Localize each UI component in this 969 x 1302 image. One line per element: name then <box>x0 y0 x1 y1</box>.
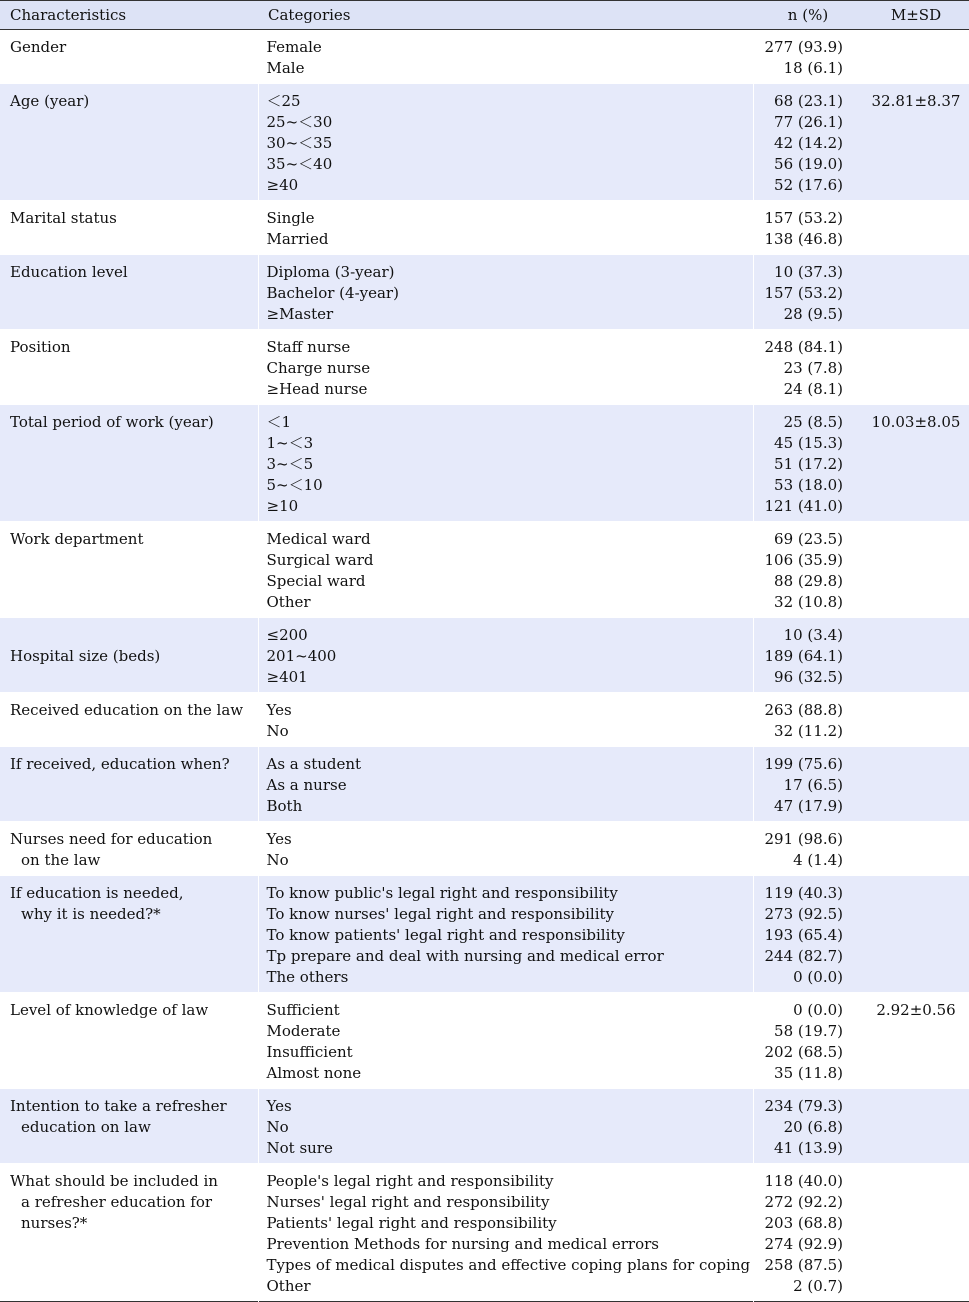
n-percent-value: 69 (23.5) <box>774 530 843 548</box>
n-percent-cell <box>753 201 863 255</box>
category-text: Medical ward <box>266 530 371 548</box>
n-percent-value: 234 (79.3) <box>764 1097 843 1115</box>
category-text: ≥10 <box>266 497 299 515</box>
categories-cell <box>258 330 753 405</box>
categories-cell <box>258 993 753 1089</box>
category-text: As a student <box>266 755 362 773</box>
n-percent-value: 56 (19.0) <box>774 155 843 173</box>
n-percent-value: 53 (18.0) <box>774 476 843 494</box>
n-percent-cell <box>753 993 863 1089</box>
characteristic-cell <box>0 330 258 405</box>
characteristic-text: Intention to take a refresher <box>10 1097 227 1115</box>
header-characteristics: Characteristics <box>0 1 258 30</box>
n-percent-value: 263 (88.8) <box>764 701 843 719</box>
categories-cell <box>258 618 753 693</box>
category-text: Yes <box>266 1097 292 1115</box>
m-sd-cell <box>863 876 969 993</box>
n-percent-value: 28 (9.5) <box>783 305 843 323</box>
category-text: ≥Master <box>266 305 334 323</box>
table-row <box>0 1164 969 1302</box>
characteristic-cell <box>0 522 258 618</box>
n-percent-value: 42 (14.2) <box>774 134 843 152</box>
n-percent-value: 23 (7.8) <box>783 359 843 377</box>
n-percent-value: 248 (84.1) <box>764 338 843 356</box>
n-percent-value: 277 (93.9) <box>764 38 843 56</box>
category-text: Yes <box>266 830 292 848</box>
n-percent-value: 45 (15.3) <box>774 434 843 452</box>
category-text: 5~＜10 <box>266 476 323 494</box>
category-text: People's legal right and responsibility <box>266 1172 554 1190</box>
n-percent-value: 32 (10.8) <box>774 593 843 611</box>
n-percent-value: 20 (6.8) <box>783 1118 843 1136</box>
characteristic-cell <box>0 693 258 747</box>
categories-cell <box>258 747 753 822</box>
n-percent-cell <box>753 876 863 993</box>
n-percent-cell <box>753 255 863 330</box>
category-text: No <box>266 722 289 740</box>
characteristic-cell <box>0 30 258 84</box>
category-text: Prevention Methods for nursing and medical errors <box>266 1235 659 1253</box>
n-percent-value: 203 (68.8) <box>764 1214 843 1232</box>
category-text: Bachelor (4-year) <box>266 284 399 302</box>
m-sd-cell <box>863 201 969 255</box>
category-text: Single <box>266 209 315 227</box>
category-text: As a nurse <box>266 776 347 794</box>
category-text: 25~＜30 <box>266 113 333 131</box>
n-percent-value: 272 (92.2) <box>764 1193 843 1211</box>
n-percent-cell <box>753 522 863 618</box>
categories-cell <box>258 876 753 993</box>
table-row <box>0 1089 969 1164</box>
n-percent-value: 106 (35.9) <box>764 551 843 569</box>
table-row <box>0 255 969 330</box>
table-row <box>0 84 969 201</box>
n-percent-value: 68 (23.1) <box>774 92 843 110</box>
category-text: To know patients' legal right and responsibility <box>266 926 625 944</box>
characteristic-cell <box>0 405 258 522</box>
n-percent-cell <box>753 330 863 405</box>
header-m-sd: M±SD <box>863 1 969 30</box>
n-percent-cell <box>753 30 863 84</box>
category-text: Almost none <box>266 1064 362 1082</box>
m-sd-cell <box>863 84 969 201</box>
m-sd-cell <box>863 330 969 405</box>
table-row <box>0 30 969 84</box>
m-sd-cell <box>863 255 969 330</box>
category-text: Surgical ward <box>266 551 374 569</box>
categories-cell <box>258 522 753 618</box>
n-percent-value: 0 (0.0) <box>793 968 843 986</box>
n-percent-value: 77 (26.1) <box>774 113 843 131</box>
categories-cell <box>258 30 753 84</box>
category-text: The others <box>266 968 349 986</box>
n-percent-value: 274 (92.9) <box>764 1235 843 1253</box>
characteristic-text: Total period of work (year) <box>10 413 214 431</box>
m-sd-cell <box>863 1089 969 1164</box>
characteristic-cell <box>0 84 258 201</box>
category-text: Nurses' legal right and responsibility <box>266 1193 550 1211</box>
category-text: Special ward <box>266 572 366 590</box>
characteristic-text: a refresher education for <box>21 1193 213 1211</box>
category-text: Married <box>266 230 329 248</box>
category-text: 3~＜5 <box>266 455 314 473</box>
characteristic-cell <box>0 876 258 993</box>
category-text: Charge nurse <box>266 359 371 377</box>
category-text: Other <box>266 1277 311 1295</box>
characteristic-text: Received education on the law <box>10 701 244 719</box>
table-row <box>0 522 969 618</box>
table-row <box>0 201 969 255</box>
category-text: 30~＜35 <box>266 134 333 152</box>
n-percent-value: 88 (29.8) <box>774 572 843 590</box>
n-percent-value: 138 (46.8) <box>764 230 843 248</box>
n-percent-value: 10 (37.3) <box>774 263 843 281</box>
m-sd-value: 10.03±8.05 <box>871 413 961 431</box>
characteristic-text: Marital status <box>10 209 117 227</box>
n-percent-value: 18 (6.1) <box>783 59 843 77</box>
categories-cell <box>258 822 753 876</box>
n-percent-value: 157 (53.2) <box>764 284 843 302</box>
characteristic-text: Position <box>10 338 71 356</box>
category-text: No <box>266 851 289 869</box>
category-text: Tp prepare and deal with nursing and medical error <box>266 947 664 965</box>
category-text: ＜1 <box>266 413 292 431</box>
n-percent-value: 41 (13.9) <box>774 1139 843 1157</box>
n-percent-value: 32 (11.2) <box>774 722 843 740</box>
n-percent-cell <box>753 618 863 693</box>
category-text: Not sure <box>266 1139 333 1157</box>
table-row <box>0 747 969 822</box>
categories-cell <box>258 1164 753 1302</box>
characteristic-text: on the law <box>21 851 101 869</box>
categories-cell <box>258 201 753 255</box>
category-text: No <box>266 1118 289 1136</box>
characteristic-text: nurses?* <box>21 1214 88 1232</box>
category-text: Both <box>266 797 303 815</box>
n-percent-value: 157 (53.2) <box>764 209 843 227</box>
n-percent-value: 24 (8.1) <box>783 380 843 398</box>
n-percent-value: 10 (3.4) <box>783 626 843 644</box>
categories-cell <box>258 255 753 330</box>
category-text: Patients' legal right and responsibility <box>266 1214 557 1232</box>
characteristic-cell <box>0 618 258 693</box>
m-sd-cell <box>863 618 969 693</box>
m-sd-cell <box>863 993 969 1089</box>
n-percent-value: 118 (40.0) <box>764 1172 843 1190</box>
category-text: Moderate <box>266 1022 341 1040</box>
n-percent-value: 121 (41.0) <box>764 497 843 515</box>
n-percent-value: 96 (32.5) <box>774 668 843 686</box>
category-text: Sufficient <box>266 1001 340 1019</box>
characteristic-text: What should be included in <box>10 1172 218 1190</box>
characteristic-text: education on law <box>21 1118 151 1136</box>
n-percent-value: 52 (17.6) <box>774 176 843 194</box>
m-sd-value: 32.81±8.37 <box>871 92 961 110</box>
category-text: ≤200 <box>266 626 308 644</box>
categories-cell <box>258 1089 753 1164</box>
characteristic-text: why it is needed?* <box>21 905 161 923</box>
categories-cell <box>258 84 753 201</box>
n-percent-value: 58 (19.7) <box>774 1022 843 1040</box>
m-sd-cell <box>863 747 969 822</box>
characteristic-cell <box>0 993 258 1089</box>
n-percent-cell <box>753 1164 863 1302</box>
category-text: To know public's legal right and responsibility <box>266 884 618 902</box>
characteristic-text: Work department <box>10 530 144 548</box>
category-text: Insufficient <box>266 1043 353 1061</box>
characteristic-cell <box>0 1089 258 1164</box>
characteristic-cell <box>0 201 258 255</box>
n-percent-value: 47 (17.9) <box>774 797 843 815</box>
table-row <box>0 330 969 405</box>
n-percent-value: 25 (8.5) <box>783 413 843 431</box>
characteristic-text: Age (year) <box>10 92 90 110</box>
characteristic-text: If education is needed, <box>10 884 184 902</box>
category-text: Yes <box>266 701 292 719</box>
categories-cell <box>258 693 753 747</box>
table-row <box>0 693 969 747</box>
n-percent-value: 199 (75.6) <box>764 755 843 773</box>
n-percent-value: 202 (68.5) <box>764 1043 843 1061</box>
m-sd-value: 2.92±0.56 <box>876 1001 956 1019</box>
category-text: 201~400 <box>266 647 337 665</box>
characteristic-text: If received, education when? <box>10 755 230 773</box>
n-percent-value: 2 (0.7) <box>793 1277 843 1295</box>
n-percent-cell <box>753 1089 863 1164</box>
n-percent-value: 119 (40.3) <box>764 884 843 902</box>
category-text: Staff nurse <box>266 338 351 356</box>
category-text: ＜25 <box>266 92 301 110</box>
n-percent-value: 189 (64.1) <box>764 647 843 665</box>
m-sd-cell <box>863 822 969 876</box>
n-percent-value: 291 (98.6) <box>764 830 843 848</box>
characteristic-text: Hospital size (beds) <box>10 647 161 665</box>
header-row <box>0 1 969 30</box>
category-text: Male <box>266 59 305 77</box>
m-sd-cell <box>863 693 969 747</box>
n-percent-value: 0 (0.0) <box>793 1001 843 1019</box>
category-text: ≥401 <box>266 668 308 686</box>
n-percent-cell <box>753 747 863 822</box>
characteristic-text: Gender <box>10 38 67 56</box>
characteristic-cell <box>0 747 258 822</box>
category-text: Types of medical disputes and effective coping plans for coping <box>266 1256 751 1274</box>
m-sd-cell <box>863 405 969 522</box>
category-text: 35~＜40 <box>266 155 333 173</box>
header-categories: Categories <box>258 1 753 30</box>
category-text: Other <box>266 593 311 611</box>
category-text: 1~＜3 <box>266 434 314 452</box>
categories-cell <box>258 405 753 522</box>
characteristic-cell <box>0 255 258 330</box>
n-percent-cell <box>753 822 863 876</box>
table-row <box>0 993 969 1089</box>
n-percent-cell <box>753 84 863 201</box>
category-text: To know nurses' legal right and responsibility <box>266 905 614 923</box>
category-text: Female <box>266 38 322 56</box>
n-percent-value: 51 (17.2) <box>774 455 843 473</box>
m-sd-cell <box>863 522 969 618</box>
characteristic-text: Level of knowledge of law <box>10 1001 209 1019</box>
n-percent-value: 273 (92.5) <box>764 905 843 923</box>
characteristic-text: Nurses need for education <box>10 830 213 848</box>
n-percent-value: 17 (6.5) <box>783 776 843 794</box>
n-percent-cell <box>753 405 863 522</box>
n-percent-value: 193 (65.4) <box>764 926 843 944</box>
table-row <box>0 876 969 993</box>
category-text: ≥40 <box>266 176 299 194</box>
n-percent-value: 4 (1.4) <box>793 851 843 869</box>
category-text: Diploma (3-year) <box>266 263 395 281</box>
table-row <box>0 822 969 876</box>
characteristic-cell <box>0 1164 258 1302</box>
characteristic-text: Education level <box>10 263 128 281</box>
n-percent-value: 244 (82.7) <box>764 947 843 965</box>
n-percent-value: 258 (87.5) <box>764 1256 843 1274</box>
characteristic-cell <box>0 822 258 876</box>
table-row <box>0 405 969 522</box>
n-percent-cell <box>753 693 863 747</box>
category-text: ≥Head nurse <box>266 380 368 398</box>
header-n-percent: n (%) <box>753 1 863 30</box>
table-row <box>0 618 969 693</box>
m-sd-cell <box>863 30 969 84</box>
n-percent-value: 35 (11.8) <box>774 1064 843 1082</box>
m-sd-cell <box>863 1164 969 1302</box>
